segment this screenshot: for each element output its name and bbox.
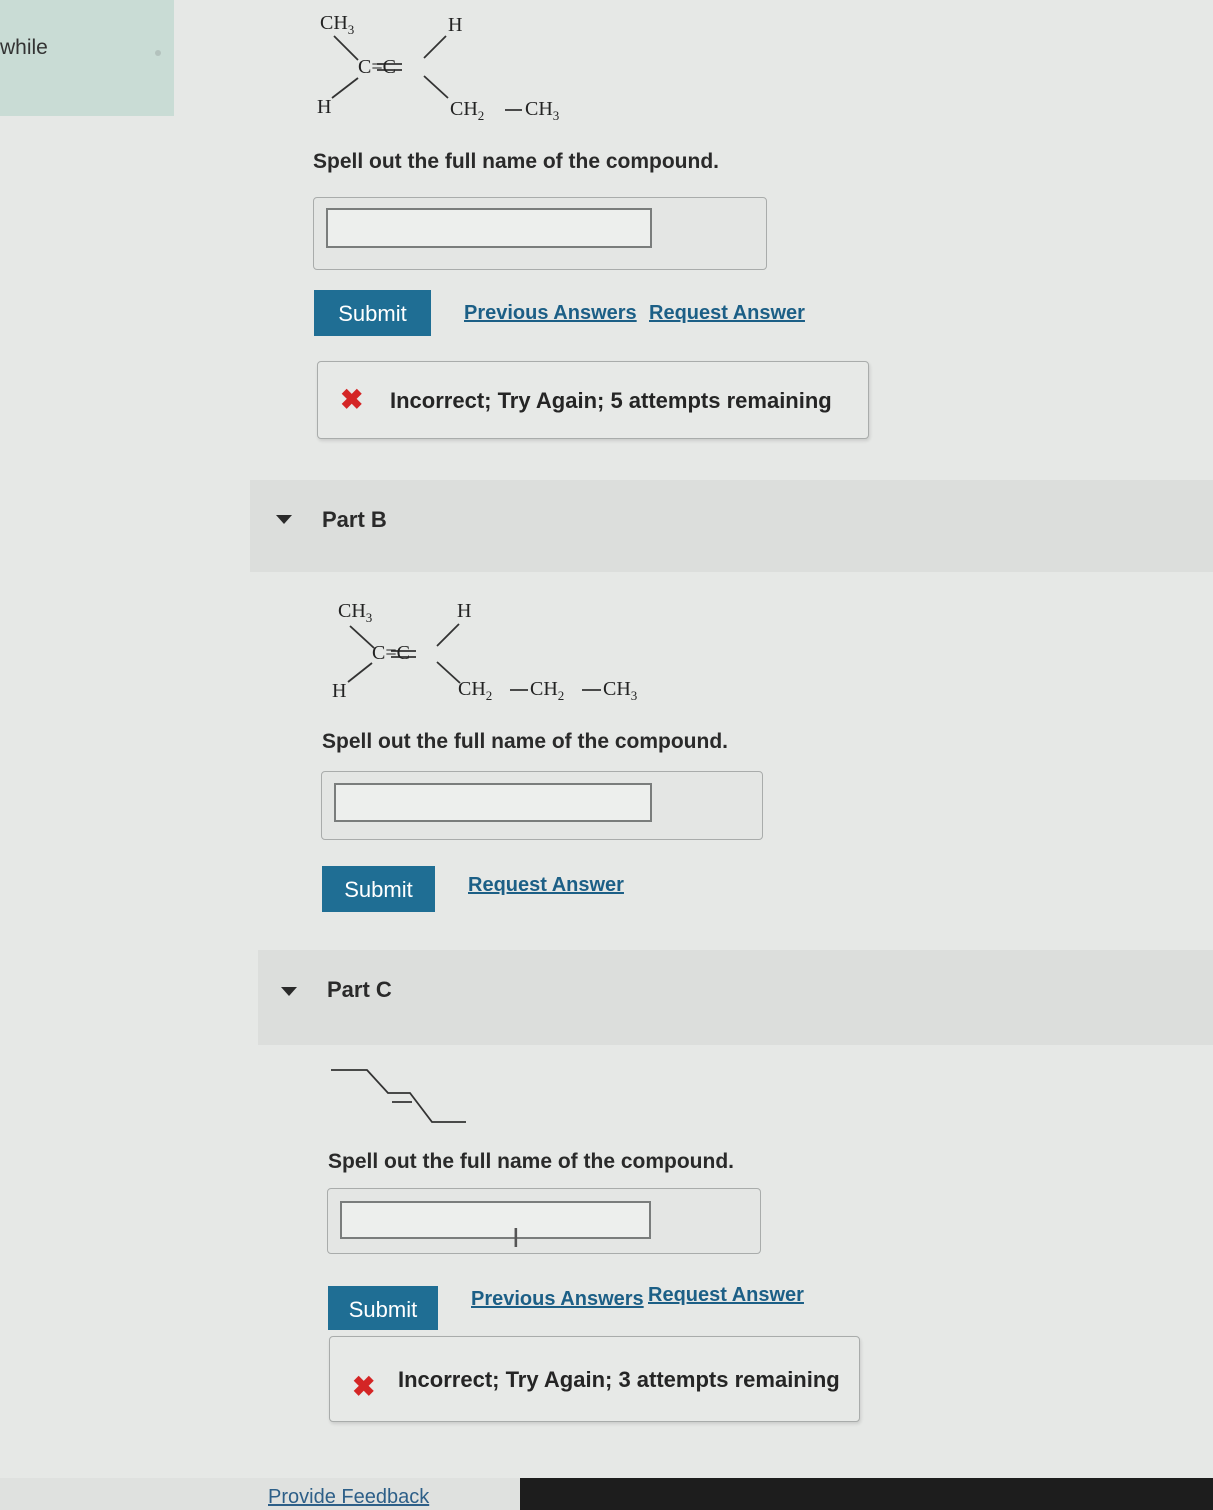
part-c-feedback-text: Incorrect; Try Again; 3 attempts remaining (398, 1367, 840, 1392)
part-a-submit-button[interactable]: Submit (314, 290, 431, 336)
part-b-chain-1: $CH_2$ (458, 678, 493, 703)
part-c-feedback-box (329, 1336, 860, 1422)
part-a-h-bottom: H (317, 96, 332, 118)
part-c-answer-input[interactable] (340, 1201, 651, 1239)
part-c-request-answer-link[interactable]: Request Answer (648, 1284, 804, 1306)
provide-feedback-link[interactable]: Provide Feedback (268, 1486, 430, 1508)
part-b-methyl-group: $CH_3$ (338, 600, 373, 625)
part-c-previous-answers-link[interactable]: Previous Answers (471, 1288, 644, 1310)
part-a-previous-answers-link[interactable]: Previous Answers (464, 302, 637, 324)
part-c-submit-button[interactable]: Submit (328, 1286, 438, 1330)
part-c-title[interactable]: Part C (327, 977, 392, 1002)
part-b-request-answer-link[interactable]: Request Answer (468, 874, 624, 896)
part-b-chain-3: $CH_3$ (603, 678, 638, 703)
part-b-prompt: Spell out the full name of the compound. (322, 730, 728, 753)
part-a-prompt: Spell out the full name of the compound. (313, 150, 719, 173)
part-a-feedback-text: Incorrect; Try Again; 5 attempts remaining (390, 388, 832, 413)
bottom-footer-area (0, 1478, 520, 1510)
part-b-submit-button[interactable]: Submit (322, 866, 435, 912)
part-a-request-answer-link[interactable]: Request Answer (649, 302, 805, 324)
part-a-chain-2: $CH_3$ (525, 98, 560, 123)
sidebar-text: while (0, 36, 48, 59)
part-a-chain-1: $CH_2$ (450, 98, 485, 123)
x-mark-icon: ✖ (340, 384, 364, 415)
text-cursor-icon: I (512, 1224, 520, 1254)
part-a-methyl-group: $CH_3$ (320, 12, 355, 37)
x-mark-icon: ✖ (352, 1371, 376, 1402)
part-b-chain-2: $CH_2$ (530, 678, 565, 703)
part-c-prompt: Spell out the full name of the compound. (328, 1150, 734, 1173)
part-b-title[interactable]: Part B (322, 507, 387, 532)
part-b-h-top: H (457, 600, 472, 622)
part-a-double-bond: C=C (358, 56, 396, 78)
part-a-h-top: H (448, 14, 463, 36)
part-b-double-bond: C=C (372, 642, 410, 664)
part-b-h-bottom: H (332, 680, 347, 702)
